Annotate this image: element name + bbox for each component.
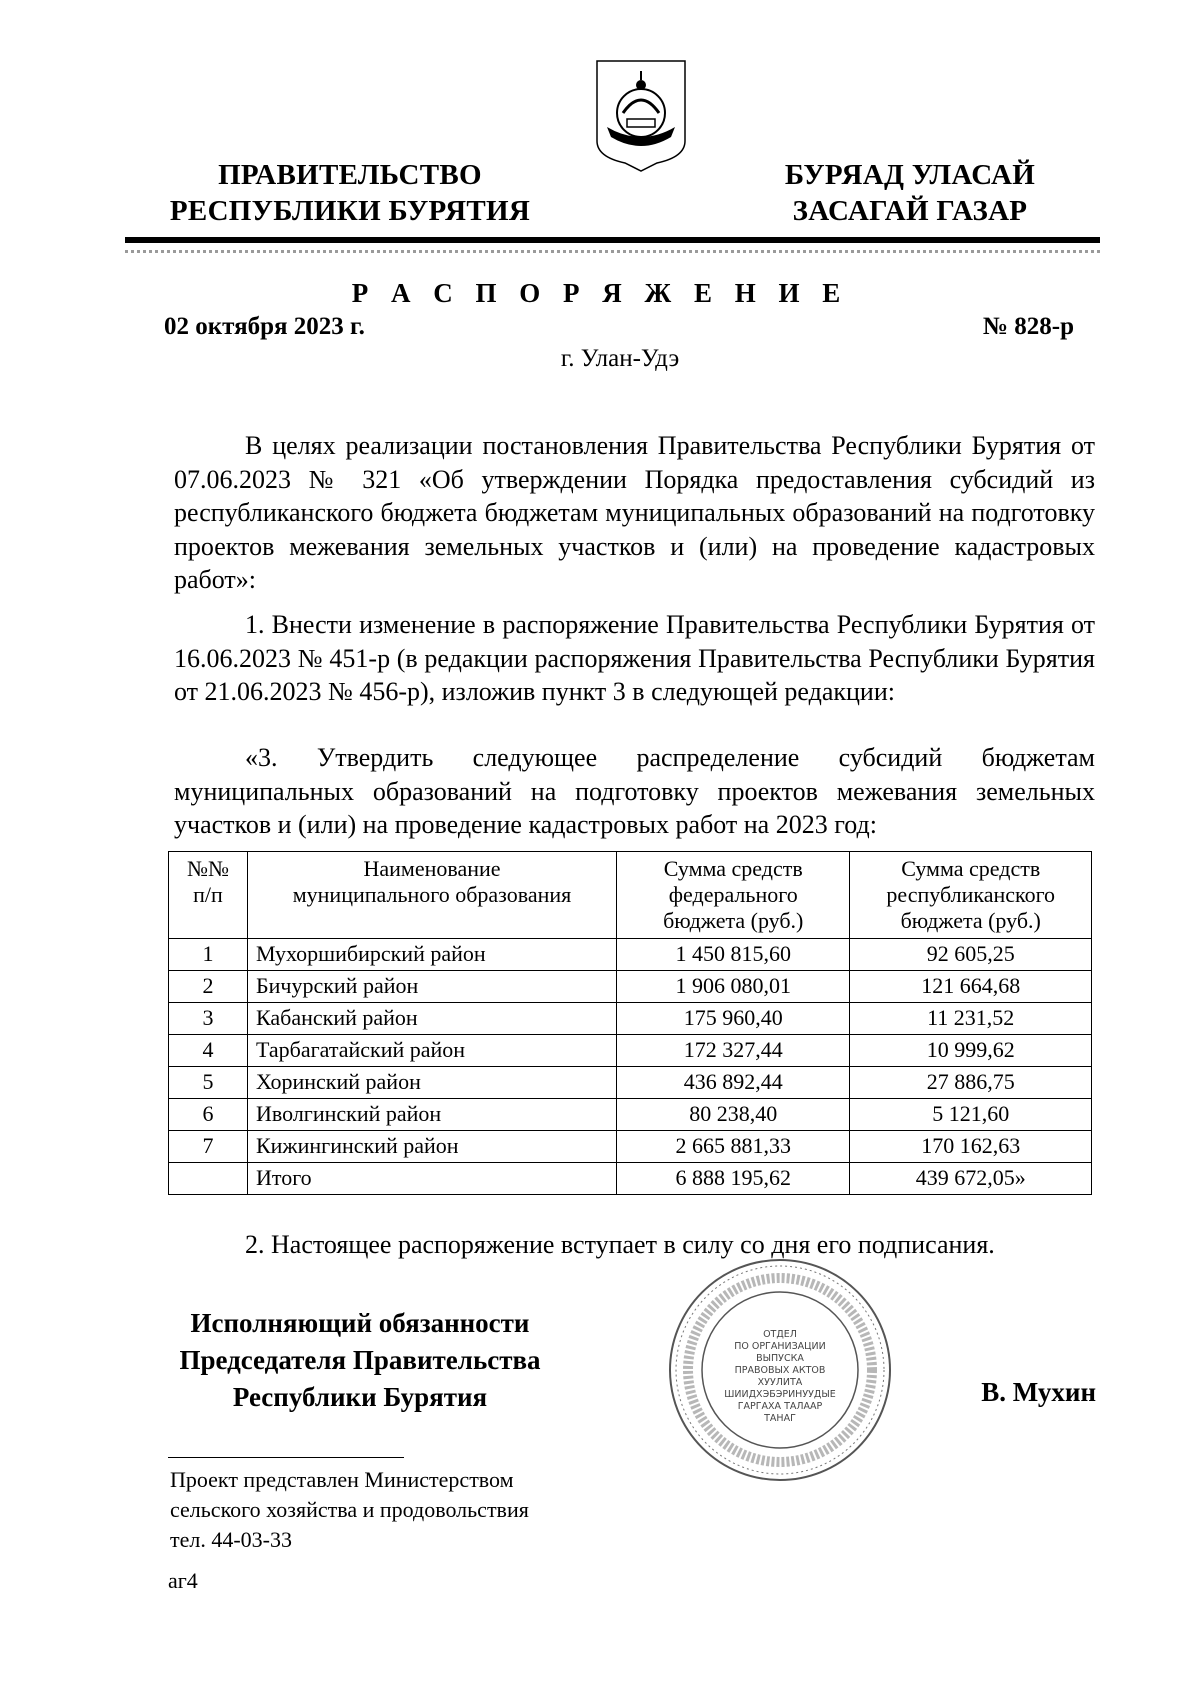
table-row <box>169 1131 1092 1163</box>
total-number <box>169 1163 248 1195</box>
signatory-position-line1: Исполняющий обязанности <box>190 1308 530 1338</box>
row-number: 2 <box>169 971 248 1003</box>
row-municipality: Мухоршибирский район <box>247 939 616 971</box>
header-municipality-line1: Наименование <box>363 856 501 881</box>
subsidy-distribution-table <box>168 851 1092 1195</box>
preamble-paragraph: В целях реализации постановления Правительства Республики Бурятия от 07.06.2023 № 321 «Об утверждении Порядка предоставления субсидий из республиканского бюджета бюджетам муниципальных образований на подготовку проектов межевания земельных участков и (или) на проведение кадастровых работ»: <box>174 431 1095 594</box>
project-note-line1: Проект представлен Министерством <box>170 1467 514 1492</box>
signatory-position <box>160 1305 560 1416</box>
table-row <box>169 1067 1092 1099</box>
document-number: № 828-р <box>982 313 1074 340</box>
row-republic-amount: 27 886,75 <box>850 1067 1092 1099</box>
row-republic-amount: 170 162,63 <box>850 1131 1092 1163</box>
row-republic-amount: 5 121,60 <box>850 1099 1092 1131</box>
row-municipality: Кабанский район <box>247 1003 616 1035</box>
row-federal-amount: 80 238,40 <box>617 1099 850 1131</box>
item-1-quote-paragraph: «3. Утвердить следующее распределение субсидий бюджетам муниципальных образований на подготовку проектов межевания земельных участков и (или) на проведение кадастровых работ на 2023 год: <box>174 743 1095 839</box>
table-row <box>169 1099 1092 1131</box>
government-name-line2: РЕСПУБЛИКИ БУРЯТИЯ <box>169 195 531 227</box>
svg-text:ВЫПУСКА: ВЫПУСКА <box>756 1353 804 1364</box>
table-row <box>169 1035 1092 1067</box>
item-2-paragraph: 2. Настоящее распоряжение вступает в силу со дня его подписания. <box>245 1230 995 1259</box>
svg-text:ГАРГАХА ТАЛААР: ГАРГАХА ТАЛААР <box>737 1401 823 1412</box>
row-municipality: Кижингинский район <box>247 1131 616 1163</box>
row-republic-amount: 10 999,62 <box>850 1035 1092 1067</box>
header-federal-line1: Сумма средств <box>663 856 803 881</box>
coat-of-arms-icon <box>593 57 689 177</box>
row-number: 5 <box>169 1067 248 1099</box>
row-number: 4 <box>169 1035 248 1067</box>
government-name-buryat <box>760 157 1060 229</box>
row-municipality: Иволгинский район <box>247 1099 616 1131</box>
table-header-row <box>169 852 1092 939</box>
document-title: Р А С П О Р Я Ж Е Н И Е <box>351 278 849 308</box>
header-federal-budget <box>617 852 850 939</box>
header-republic-budget <box>850 852 1092 939</box>
header-federal-line3: бюджета (руб.) <box>663 908 804 933</box>
government-name-russian <box>160 157 540 229</box>
row-number: 6 <box>169 1099 248 1131</box>
document-city: г. Улан-Удэ <box>560 345 680 372</box>
row-federal-amount: 172 327,44 <box>617 1035 850 1067</box>
row-number: 1 <box>169 939 248 971</box>
official-stamp-icon <box>665 1255 895 1485</box>
government-name-buryat-line2: ЗАСАГАЙ ГАЗАР <box>792 195 1028 227</box>
table-row <box>169 939 1092 971</box>
header-municipality-line2: муниципального образования <box>292 882 572 907</box>
total-federal-amount: 6 888 195,62 <box>617 1163 850 1195</box>
header-number-line2: п/п <box>193 882 223 907</box>
total-label: Итого <box>247 1163 616 1195</box>
row-federal-amount: 1 450 815,60 <box>617 939 850 971</box>
header-municipality <box>247 852 616 939</box>
svg-text:ШИИДХЭБЭРИНУУДЫЕ: ШИИДХЭБЭРИНУУДЫЕ <box>724 1389 836 1400</box>
row-municipality: Хоринский район <box>247 1067 616 1099</box>
svg-text:ОТДЕЛ: ОТДЕЛ <box>763 1329 797 1340</box>
government-name-buryat-line1: БУРЯАД УЛАСАЙ <box>784 159 1036 191</box>
project-note-line2: сельского хозяйства и продовольствия <box>170 1497 529 1522</box>
svg-text:ТАНАГ: ТАНАГ <box>764 1413 796 1424</box>
row-number: 7 <box>169 1131 248 1163</box>
government-name-line1: ПРАВИТЕЛЬСТВО <box>218 159 482 191</box>
table-row <box>169 971 1092 1003</box>
project-note <box>170 1465 529 1555</box>
header-republic-line2: республиканского <box>886 882 1056 907</box>
item-1-paragraph: 1. Внести изменение в распоряжение Правительства Республики Бурятия от 16.06.2023 № 451-р (в редакции распоряжения Правительства Республики Бурятия от 21.06.2023 № 456-р), изложив пункт 3 в следующей редакции: <box>174 610 1095 706</box>
row-number: 3 <box>169 1003 248 1035</box>
header-number-line1: №№ <box>187 856 229 881</box>
header-republic-line1: Сумма средств <box>901 856 1041 881</box>
row-federal-amount: 436 892,44 <box>617 1067 850 1099</box>
svg-text:ПО ОРГАНИЗАЦИИ: ПО ОРГАНИЗАЦИИ <box>734 1341 826 1352</box>
table-row <box>169 1003 1092 1035</box>
table-total-row <box>169 1163 1092 1195</box>
row-federal-amount: 2 665 881,33 <box>617 1131 850 1163</box>
row-republic-amount: 92 605,25 <box>850 939 1092 971</box>
row-federal-amount: 175 960,40 <box>617 1003 850 1035</box>
svg-text:ХУУЛИТА: ХУУЛИТА <box>757 1377 803 1388</box>
signatory-position-line3: Республики Бурятия <box>232 1382 488 1412</box>
header-federal-line2: федерального <box>668 882 798 907</box>
svg-text:ПРАВОВЫХ АКТОВ: ПРАВОВЫХ АКТОВ <box>734 1365 826 1376</box>
row-municipality: Бичурский район <box>247 971 616 1003</box>
header-divider <box>125 237 1100 243</box>
total-republic-amount: 439 672,05» <box>850 1163 1092 1195</box>
footnote-divider <box>168 1457 404 1458</box>
header-republic-line3: бюджета (руб.) <box>900 908 1041 933</box>
signatory-position-line2: Председателя Правительства <box>179 1345 541 1375</box>
signatory-name: В. Мухин <box>981 1377 1096 1407</box>
document-date: 02 октября 2023 г. <box>164 313 365 340</box>
row-municipality: Тарбагатайский район <box>247 1035 616 1067</box>
row-republic-amount: 121 664,68 <box>850 971 1092 1003</box>
document-code: аг4 <box>168 1568 198 1593</box>
row-federal-amount: 1 906 080,01 <box>617 971 850 1003</box>
header-divider-thin <box>125 250 1100 253</box>
row-republic-amount: 11 231,52 <box>850 1003 1092 1035</box>
header-number <box>169 852 248 939</box>
project-note-phone: тел. 44-03-33 <box>170 1527 293 1552</box>
